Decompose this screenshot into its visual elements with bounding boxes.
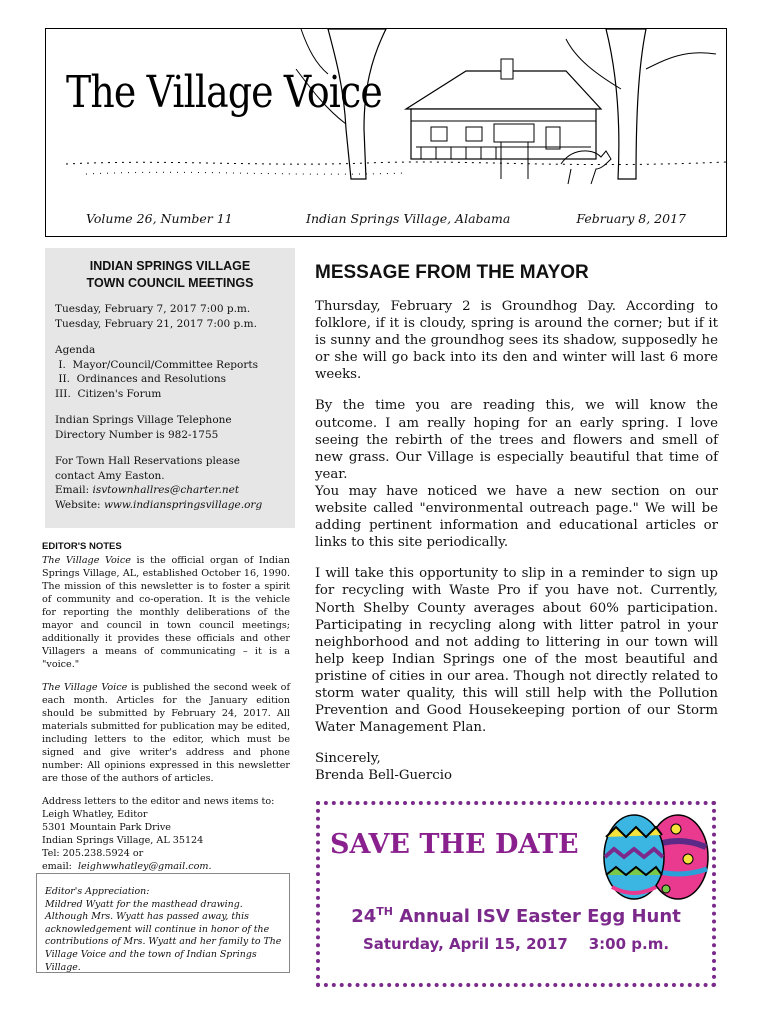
mayor-signature-block: Sincerely, Brenda Bell-Guercio <box>315 750 718 784</box>
mayor-p3: You may have noticed we have a new section on our website called "environmental outreach page." We will be adding pertinent information and educational articles or links to this site periodically. <box>315 483 718 551</box>
editors-notes <box>42 540 290 873</box>
editors-notes-p2: The Village Voice is published the second week of each month. Articles for the January edition should be submitted by February 24, 2017. All materials submitted for publication may be edited, including letters to the editor, which must be signed and give writer's address and phone number: All opinions expressed in this newsletter are those of the authors of articles. <box>42 682 290 784</box>
issue-place: Indian Springs Village, Alabama <box>306 211 511 226</box>
telephone-info: Indian Springs Village Telephone Directory Number is 982-1755 <box>55 414 232 441</box>
editor-address: Address letters to the editor and news items to: Leigh Whatley, Editor 5301 Mountain Park Drive Indian Springs Village, AL 35124 Tel: 205.238.5924 or email: leighwwhatley@gmail.com. <box>42 796 275 872</box>
issue-volume: Volume 26, Number 11 <box>86 211 233 226</box>
reservations-email-link[interactable]: isvtownhallres@charter.net <box>92 484 240 496</box>
mayor-heading: MESSAGE FROM THE MAYOR <box>315 262 589 283</box>
easter-eggs-icon <box>596 807 714 903</box>
council-meetings-box <box>45 248 295 528</box>
appreciation-text: Mildred Wyatt for the masthead drawing. Although Mrs. Wyatt has passed away, this acknowledgement will continue in honor of the contributions of Mrs. Wyatt and her family to The Village Voice and the town of Indian Springs Village. <box>45 898 282 973</box>
mayor-p4: I will take this opportunity to slip in a reminder to sign up for recycling with Waste Pro if you have not. Currently, North Shelby County averages about 60% participation. Participating in recycling along with litter patrol in your neighborhood and not adding to littering in our town will help keep Indian Springs one of the most beautiful and pristine of cities in our area. Though not directly related to storm water quality, this will still help with the Pollution Prevention and Good Housekeeping portion of our Storm Water Management Plan. <box>315 566 718 736</box>
editors-notes-p1: The Village Voice is the official organ of Indian Springs Village, AL, established October 16, 1990. The mission of this newsletter is to foster a spirit of community and co-operation. It is the vehicle for reporting the monthly deliberations of the mayor and council in town council meetings; additionally it provides these officials and other Villagers a means of communicating – it is a "voice." <box>42 555 290 670</box>
issue-line <box>45 202 727 237</box>
editor-email-link[interactable]: leighwwhatley@gmail.com. <box>77 861 212 872</box>
egg-hunt-title: 24TH Annual ISV Easter Egg Hunt <box>351 905 681 927</box>
save-the-date-box <box>316 801 716 987</box>
reservations-info: For Town Hall Reservations please contact Amy Easton. Email: isvtownhallres@charter.net Website: www.indianspringsvillage.org <box>55 455 263 511</box>
masthead-title: The Village Voice <box>66 67 382 118</box>
mayor-p1: Thursday, February 2 is Groundhog Day. According to folklore, if it is cloudy, spring is around the corner; but if it is sunny and the groundhog sees its shadow, supposedly he or she will go back into its den and winter will last 6 more weeks. <box>315 299 718 383</box>
editors-notes-heading: EDITOR'S NOTES <box>42 541 122 552</box>
appreciation-heading: Editor's Appreciation: <box>45 886 150 897</box>
meeting-dates: Tuesday, February 7, 2017 7:00 p.m. Tuesday, February 21, 2017 7:00 p.m. <box>55 303 257 330</box>
meetings-title: INDIAN SPRINGS VILLAGE TOWN COUNCIL MEETINGS <box>86 259 254 290</box>
editors-appreciation-box <box>36 873 290 973</box>
agenda: Agenda I. Mayor/Council/Committee Reports II. Ordinances and Resolutions III. Citizen's Forum <box>55 344 258 400</box>
website-link[interactable]: www.indianspringsvillage.org <box>103 498 263 511</box>
masthead <box>45 28 727 203</box>
issue-date: February 8, 2017 <box>576 211 686 226</box>
mayor-signature: Brenda Bell-Guercio <box>315 768 452 784</box>
egg-hunt-date: Saturday, April 15, 2017 3:00 p.m. <box>362 935 670 953</box>
save-the-date-title: SAVE THE DATE <box>330 829 579 860</box>
mayor-p2: By the time you are reading this, we will know the outcome. I am really hoping for an early spring. I love seeing the rebirth of the trees and flowers and smell of new grass. Our Village is especially beautiful that time of year. <box>315 398 718 482</box>
mayor-message <box>315 262 718 784</box>
